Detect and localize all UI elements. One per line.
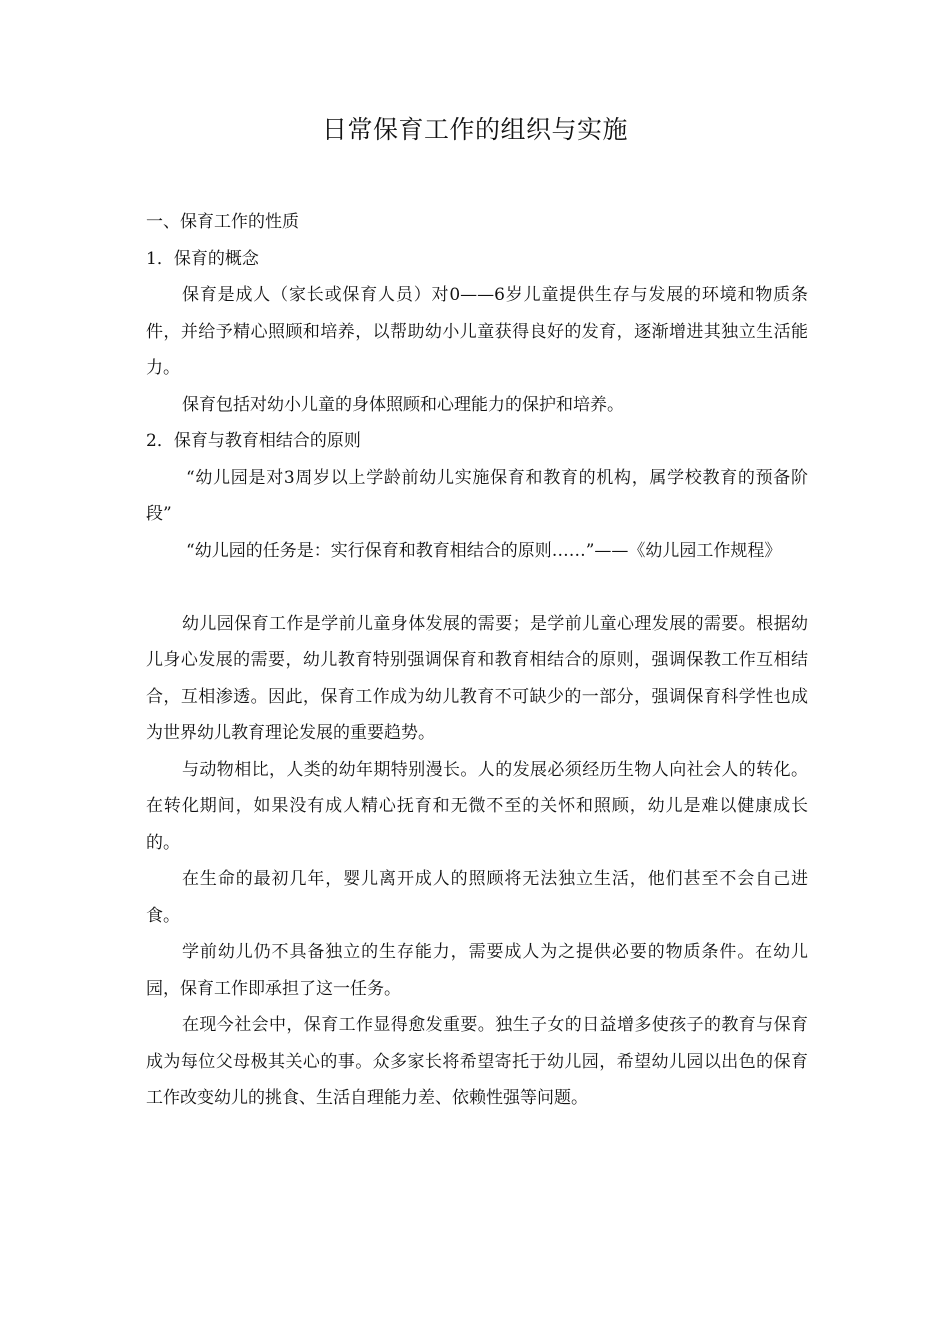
paragraph: 幼儿园保育工作是学前儿童身体发展的需要；是学前儿童心理发展的需要。根据幼儿身心发展的需要，幼儿教育特别强调保育和教育相结合的原则，强调保教工作互相结合，互相渗透。因此，保育工作成为幼儿教育不可缺少的一部分，强调保育科学性也成为世界幼儿教育理论发展的重要趋势。 bbox=[146, 613, 808, 743]
paragraph: 保育是成人（家长或保育人员）对0——6岁儿童提供生存与发展的环境和物质条件，并给予精心照顾和培养，以帮助幼小儿童获得良好的发育，逐渐增进其独立生活能力。 bbox=[146, 285, 808, 378]
paragraph: 学前幼儿仍不具备独立的生存能力，需要成人为之提供必要的物质条件。在幼儿园，保育工作即承担了这一任务。 bbox=[146, 942, 808, 999]
paragraph: 与动物相比，人类的幼年期特别漫长。人的发展必须经历生物人向社会人的转化。在转化期间，如果没有成人精心抚育和无微不至的关怀和照顾，幼儿是难以健康成长的。 bbox=[146, 759, 808, 853]
quotation: “幼儿园是对3周岁以上学龄前幼儿实施保育和教育的机构，属学校教育的预备阶段” bbox=[146, 467, 808, 524]
blank-line bbox=[146, 569, 808, 606]
subsection-heading: 1．保育的概念 bbox=[146, 248, 259, 269]
quotation: “幼儿园的任务是：实行保育和教育相结合的原则……”——《幼儿园工作规程》 bbox=[186, 540, 782, 561]
document-body bbox=[146, 204, 808, 1117]
document-title: 日常保育工作的组织与实施 bbox=[321, 115, 628, 144]
paragraph: 在生命的最初几年，婴儿离开成人的照顾将无法独立生活，他们甚至不会自己进食。 bbox=[146, 869, 808, 926]
subsection-heading: 2．保育与教育相结合的原则 bbox=[146, 431, 361, 451]
paragraph: 保育包括对幼小儿童的身体照顾和心理能力的保护和培养。 bbox=[182, 394, 624, 415]
paragraph: 在现今社会中，保育工作显得愈发重要。独生子女的日益增多使孩子的教育与保育成为每位父母极其关心的事。众多家长将希望寄托于幼儿园，希望幼儿园以出色的保育工作改变幼儿的挑食、生活自理能力差、依赖性强等问题。 bbox=[146, 1015, 808, 1108]
section-heading: 一、保育工作的性质 bbox=[146, 212, 299, 232]
